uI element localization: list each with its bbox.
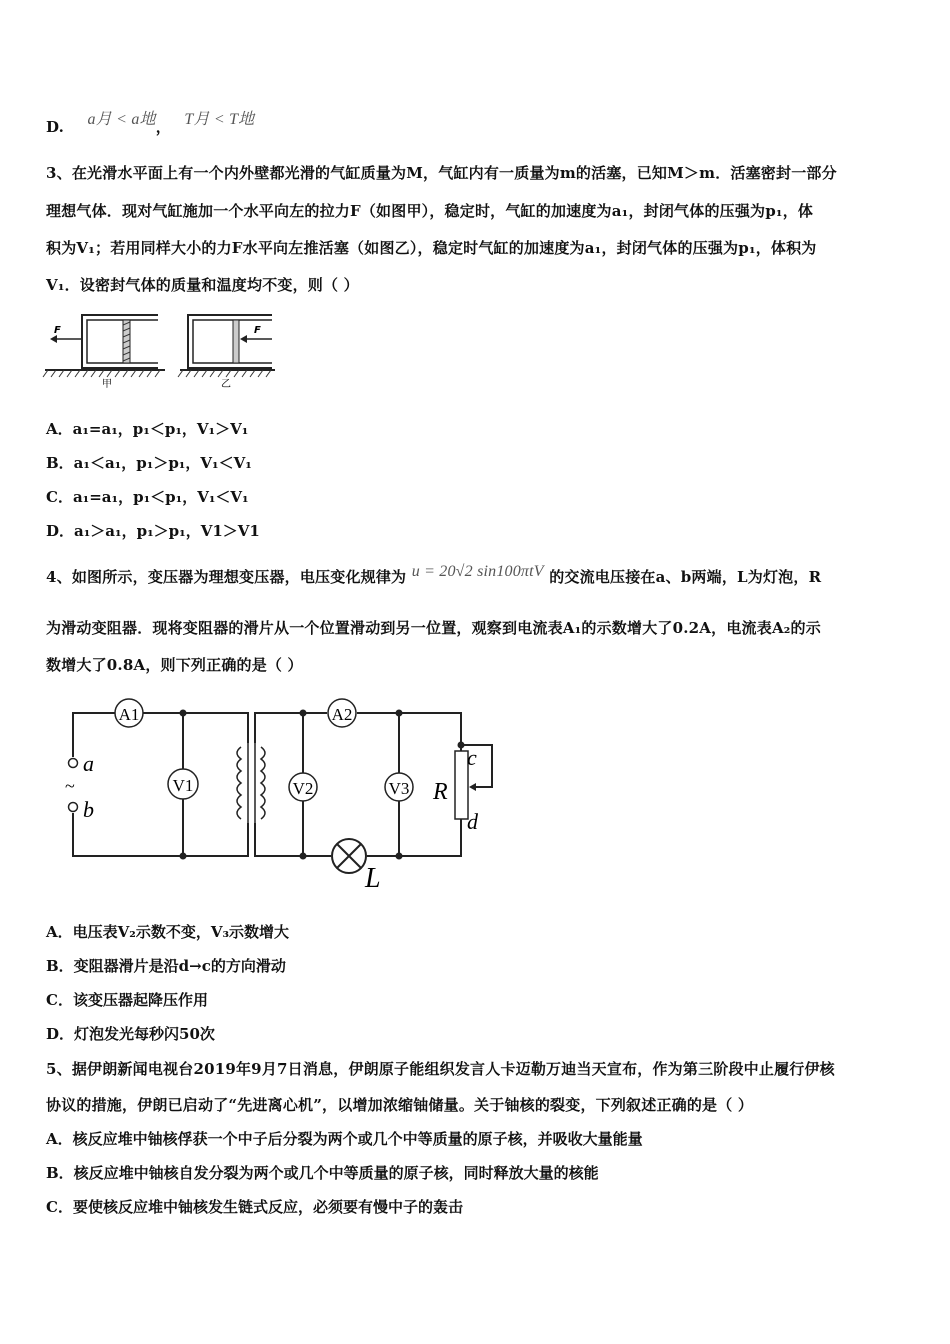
- q3-option-a: A．a₁=a₁，p₁＜p₁，V₁＞V₁: [46, 420, 249, 438]
- transformer: [237, 743, 265, 823]
- q4-option-a: A．电压表V₂示数不变，V₃示数增大: [46, 923, 290, 941]
- q3-stem-line1: 3、在光滑水平面上有一个内外壁都光滑的气缸质量为M，气缸内有一质量为m的活塞，已知M＞m．活塞密封一部分: [46, 164, 837, 182]
- q3-cylinder-figure: [40, 305, 290, 390]
- q3-stem-line4: V₁．设密封气体的质量和温度均不变，则（ ）: [46, 276, 359, 294]
- q4-stem-line1-post: 的交流电压接在a、b两端，L为灯泡，R: [549, 568, 822, 586]
- ammeter-a2: [328, 699, 356, 727]
- q5-option-c: C．要使核反应堆中铀核发生链式反应，必须要有慢中子的轰击: [46, 1198, 463, 1216]
- label-r: R: [433, 779, 448, 805]
- voltmeter-v3-label: V3: [388, 779, 410, 798]
- ammeter-a2-label: A2: [331, 705, 353, 724]
- ammeter-a1: [115, 699, 143, 727]
- q3-option-b: B．a₁＜a₁，p₁＞p₁，V₁＜V₁: [46, 454, 252, 472]
- ground-left: [43, 370, 165, 377]
- label-a: a: [83, 751, 94, 776]
- q4-stem-line1-pre: 4、如图所示，变压器为理想变压器，电压变化规律为: [46, 568, 407, 586]
- q5-stem-line1: 5、据伊朗新闻电视台2019年9月7日消息，伊朗原子能组织发言人卡迈勒万迪当天宣布，作为第三阶段中止履行伊核: [46, 1060, 835, 1078]
- q4-stem-line2: 为滑动变阻器．现将变阻器的滑片从一个位置滑动到另一位置，观察到电流表A₁的示数增大了0.2A，电流表A₂的示: [46, 619, 821, 637]
- q2-option-d-expr2: T月 < T地: [184, 111, 255, 128]
- terminal-a: [69, 759, 78, 768]
- q4-option-b: B．变阻器滑片是沿d→c的方向滑动: [46, 957, 286, 975]
- q5-stem-line2: 协议的措施，伊朗已启动了“先进离心机”，以增加浓缩铀储量。关于铀核的裂变，下列叙述正确的是（ ）: [46, 1096, 754, 1114]
- q2-option-d-sep: ，: [155, 118, 171, 136]
- q4-stem-line3: 数增大了0.8A，则下列正确的是（ ）: [46, 656, 303, 674]
- q4-option-d: D．灯泡发光每秒闪50次: [46, 1025, 215, 1043]
- rheostat-r: [432, 745, 479, 834]
- circuit-wires: [73, 713, 492, 856]
- q5-option-b: B．核反应堆中铀核自发分裂为两个或几个中等质量的原子核，同时释放大量的核能: [46, 1164, 599, 1182]
- force-label-right: F: [254, 325, 261, 336]
- q4-stem-line1: [46, 563, 822, 587]
- q4-formula: u = 20√2 sin100πtV: [411, 563, 544, 580]
- force-arrow-right: [240, 325, 272, 343]
- q3-stem-line2: 理想气体．现对气缸施加一个水平向左的拉力F（如图甲），稳定时，气缸的加速度为a₁，封闭气体的压强为p₁，体: [46, 202, 814, 220]
- caption-left: 甲: [102, 379, 112, 390]
- q4-option-c: C．该变压器起降压作用: [46, 991, 208, 1009]
- force-arrow-left: [50, 325, 82, 343]
- voltmeter-v2-label: V2: [292, 779, 314, 798]
- voltmeter-v2: [289, 773, 317, 801]
- label-b: b: [83, 797, 94, 822]
- cylinder-left: [82, 315, 158, 368]
- lamp-l: [332, 839, 381, 894]
- q2-option-d: [46, 111, 255, 137]
- q4-circuit-figure: [55, 695, 515, 895]
- junction-dots: [180, 710, 465, 860]
- q3-stem-line3: 积为V₁；若用同样大小的力F水平向左推活塞（如图乙），稳定时气缸的加速度为a₁，封闭气体的压强为p₁，体积为: [46, 239, 817, 257]
- ground-right: [178, 370, 275, 377]
- label-d: d: [467, 809, 478, 834]
- q5-option-a: A．核反应堆中铀核俘获一个中子后分裂为两个或几个中等质量的原子核，并吸收大量能量: [46, 1130, 643, 1148]
- force-label-left: F: [54, 325, 61, 336]
- q2-option-d-label: D.: [46, 118, 65, 136]
- terminal-b: [69, 803, 78, 812]
- label-c: c: [467, 745, 477, 770]
- ac-symbol: ~: [65, 776, 75, 796]
- q3-option-d: D．a₁＞a₁，p₁＞p₁，V1＞V1: [46, 522, 260, 540]
- ammeter-a1-label: A1: [118, 705, 140, 724]
- voltmeter-v1-label: V1: [172, 776, 194, 795]
- voltmeter-v3: [385, 773, 413, 801]
- cylinder-right: [188, 315, 272, 368]
- caption-right: 乙: [221, 379, 231, 390]
- voltmeter-v1: [168, 769, 198, 799]
- label-l: L: [365, 863, 381, 894]
- q3-option-c: C．a₁=a₁，p₁＜p₁，V₁＜V₁: [46, 488, 249, 506]
- q2-option-d-expr1: a月 < a地: [87, 111, 156, 128]
